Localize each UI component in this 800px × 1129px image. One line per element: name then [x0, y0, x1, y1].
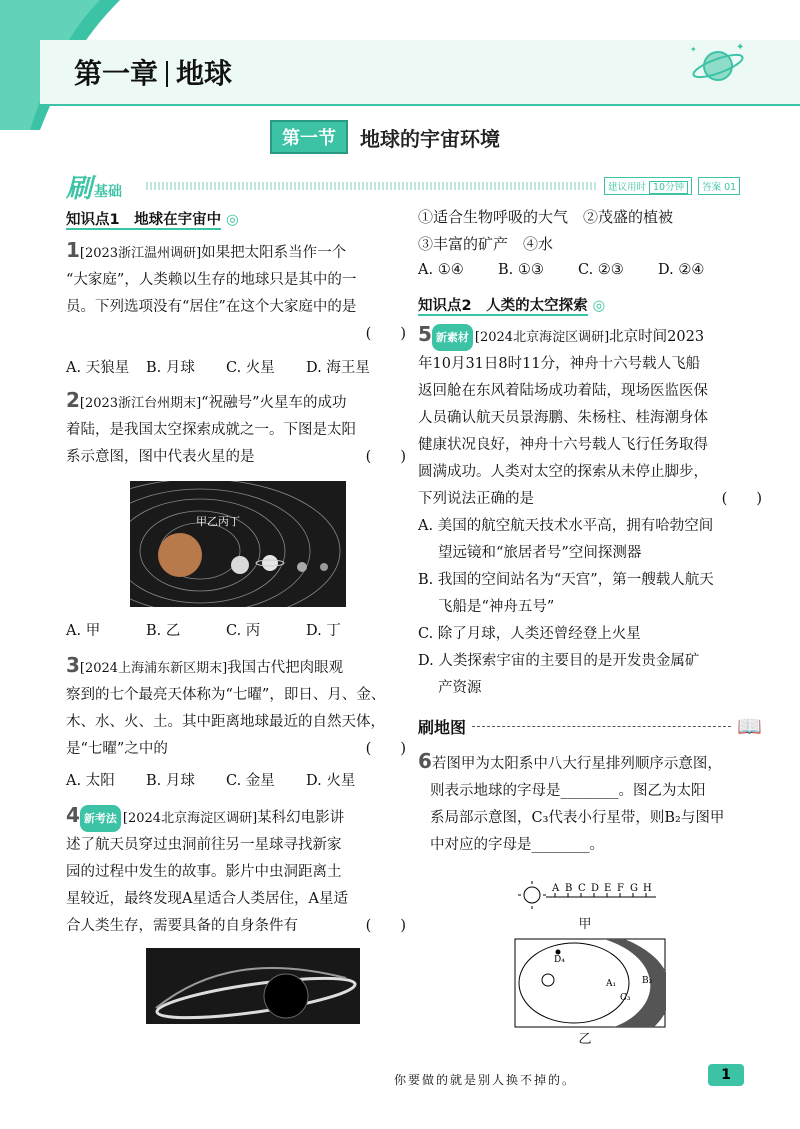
reader-icon: 📖: [737, 714, 762, 738]
planet-letter: D: [591, 883, 600, 894]
solar-system-figure: [130, 481, 346, 607]
section-tag: 第一节: [270, 120, 348, 154]
page-number: 1: [708, 1064, 744, 1086]
basic-practice-label: 刷 基础: [66, 174, 123, 204]
option[interactable]: B. 乙: [146, 623, 181, 639]
question-4: 4 新考法 [2024北京海淀区调研]某科幻电影讲 述了航天员穿过虫洞前往另一星球寻找新家 园的过程中发生的故事。影片中虫洞距离土 星较近，最终发现A星适合人类居住，A星适 合人类生存，需要具备的自身条件有 ( ): [66, 802, 406, 1024]
question-2: 2[2023浙江台州期末]“祝融号”火星车的成功 着陆，是我国太空探索成就之一。下图是太阳 系示意图，图中代表火星的是 ( ) 甲乙丙丁 A. 甲 B. 乙 C. 丙 D. 丁: [66, 387, 406, 640]
time-answer-box: 建议用时 10分钟 答案 01: [604, 177, 740, 195]
svg-text:C₃: C₃: [620, 993, 631, 1003]
option[interactable]: A. 甲: [66, 623, 101, 639]
question-6: 6若图甲为太阳系中八大行星排列顺序示意图， 则表示地球的字母是________。图乙为太阳 系局部示意图，C₃代表小行星带，则B₂与图甲 中对应的字母是________。 A B C D E F G H 甲 D₄ A₁ B₂ C₃ 乙: [418, 748, 762, 1047]
answer-paren[interactable]: ( ): [365, 449, 406, 465]
black-hole-figure: [146, 948, 360, 1024]
new-material-tag: 新素材: [432, 324, 473, 351]
option[interactable]: D. 火星: [306, 773, 356, 789]
option-c[interactable]: C. 除了月球，人类还曾经登上火星: [418, 626, 641, 642]
options-q3: [66, 769, 406, 790]
right-column: ①适合生物呼吸的大气 ②茂盛的植被 ③丰富的矿产 ④水 A. ①④ B. ①③ C. ②③ D. ②④ 知识点2 人类的太空探索 ◎ 5 新素材 [2024北京海淀区调研]北京时间2023 年10月31日8时11分，神舟十六号载人飞船 返回舱在东风着陆场成功着陆，现场医监医保 人员确认航天员景海鹏、朱杨柱、桂海潮身体 健康状况良好，神舟十六号载人飞行任务取得 圆满成功。人类对太空的探索从未停止脚步， 下列说法正确的是 ( ) A. 美国的航空航天技术水平高，拥有哈勃空间 望远镜和“旅居者号”空间探测器 B. 我国的空间站名为“天宫”，第一艘载人航天 飞船是“神舟五号” C. 除了月球，人类还曾经登上火星 D. 人类探索宇宙的主要目的是开发贵金属矿 产资源 刷地图 📖 6若图甲为太阳系中八大行星排列顺序示意图， 则表示地球的字母是________。图乙为太阳 系局部示意图，C₃代表小行星带，则B₂与图甲 中对应的字母是________。 A B C D E F G H 甲 D₄ A₁ B₂ C₃ 乙: [418, 204, 762, 1047]
section-title: 地球的宇宙环境: [360, 126, 500, 151]
option[interactable]: D. 海王星: [306, 360, 370, 376]
footer-motto: 你要做的就是别人换不掉的。: [394, 1073, 577, 1087]
figure-yi-caption: 乙: [578, 1032, 592, 1047]
option[interactable]: C. 金星: [226, 773, 275, 789]
options-q2: [66, 619, 406, 640]
planet-letter: G: [630, 883, 638, 894]
option[interactable]: A. 天狼星: [66, 360, 130, 376]
answer-paren[interactable]: ( ): [365, 741, 406, 757]
answer-paren[interactable]: ( ): [365, 918, 406, 934]
chapter-title: 第一章 地球: [74, 57, 233, 90]
option[interactable]: C. 丙: [226, 623, 261, 639]
section-heading: [270, 120, 500, 154]
planet-letter: F: [617, 883, 624, 894]
target-icon: ◎: [592, 298, 606, 314]
option[interactable]: D. ②④: [658, 262, 705, 278]
option[interactable]: A. ①④: [418, 262, 464, 278]
svg-text:B₂: B₂: [642, 976, 653, 986]
option[interactable]: A. 太阳: [66, 773, 115, 789]
option[interactable]: C. ②③: [578, 262, 624, 278]
new-method-tag: 新考法: [80, 805, 121, 832]
figure-jia-caption: 甲: [578, 917, 592, 932]
option[interactable]: C. 火星: [226, 360, 275, 376]
target-icon: ◎: [226, 212, 239, 228]
svg-text:D₄: D₄: [554, 955, 565, 965]
footer: [0, 1056, 800, 1096]
svg-text:A₁: A₁: [606, 979, 617, 989]
question-3: 3[2024上海浦东新区期末]我国古代把肉眼观 察到的七个最亮天体称为“七曜”，即日、月、金、 木、水、火、土。其中距离地球最近的自然天体， 是“七曜”之中的 ( ) A. 太阳 B. 月球 C. 金星 D. 火星: [66, 653, 406, 789]
planet-letter: C: [578, 883, 586, 894]
question-1: 1[2023浙江温州调研]如果把太阳系当作一个 “大家庭”，人类赖以生存的地球只是其中的一 员。下列选项没有“居住”在这个大家庭中的是 ( ) A. 天狼星 B. 月球 C. 火星 D. 海王星: [66, 238, 406, 376]
option[interactable]: B. 月球: [146, 773, 195, 789]
svg-text:✦: ✦: [736, 42, 745, 53]
figure-jia: [518, 873, 658, 913]
option[interactable]: D. 丁: [306, 623, 341, 639]
planet-letter: H: [643, 883, 652, 894]
options-q4: [418, 262, 762, 278]
svg-text:甲乙丙丁: 甲乙丙丁: [196, 515, 240, 528]
answer-paren[interactable]: ( ): [721, 491, 762, 507]
option-d[interactable]: D. 人类探索宇宙的主要目的是开发贵金属矿 产资源: [418, 653, 700, 696]
question-5: 5 新素材 [2024北京海淀区调研]北京时间2023 年10月31日8时11分，神舟十六号载人飞船 返回舱在东风着陆场成功着陆，现场医监医保 人员确认航天员景海鹏、朱杨柱、桂海潮身体 健康状况良好，神舟十六号载人飞行任务取得 圆满成功。人类对太空的探索从未停止脚步， 下列说法正确的是 ( ) A. 美国的航空航天技术水平高，拥有哈勃空间 望远镜和“旅居者号”空间探测器 B. 我国的空间站名为“天宫”，第一艘载人航天 飞船是“神舟五号” C. 除了月球，人类还曾经登上火星 D. 人类探索宇宙的主要目的是开发贵金属矿 产资源: [418, 321, 762, 702]
figure-yi: [514, 938, 666, 1028]
knowledge-point-2-title: 知识点2 人类的太空探索 ◎: [418, 298, 606, 314]
planet-letter: E: [604, 883, 612, 894]
divider-dots: [146, 182, 598, 190]
planet-letter: B: [565, 883, 573, 894]
options-q1: [66, 356, 406, 377]
option-a[interactable]: A. 美国的航空航天技术水平高，拥有哈勃空间 望远镜和“旅居者号”空间探测器: [418, 518, 714, 561]
option-b[interactable]: B. 我国的空间站名为“天宫”，第一艘载人航天 飞船是“神舟五号”: [418, 572, 714, 615]
planet-letter: A: [552, 883, 560, 894]
map-practice-bar: 刷地图 📖: [418, 714, 762, 738]
planet-icon: [688, 40, 748, 90]
left-column: [66, 208, 406, 1024]
answer-paren[interactable]: ( ): [365, 326, 406, 342]
knowledge-point-1-title: 知识点1 地球在宇宙中 ◎: [66, 212, 239, 228]
option[interactable]: B. ①③: [498, 262, 544, 278]
option[interactable]: B. 月球: [146, 360, 195, 376]
svg-text:✦: ✦: [690, 45, 697, 54]
